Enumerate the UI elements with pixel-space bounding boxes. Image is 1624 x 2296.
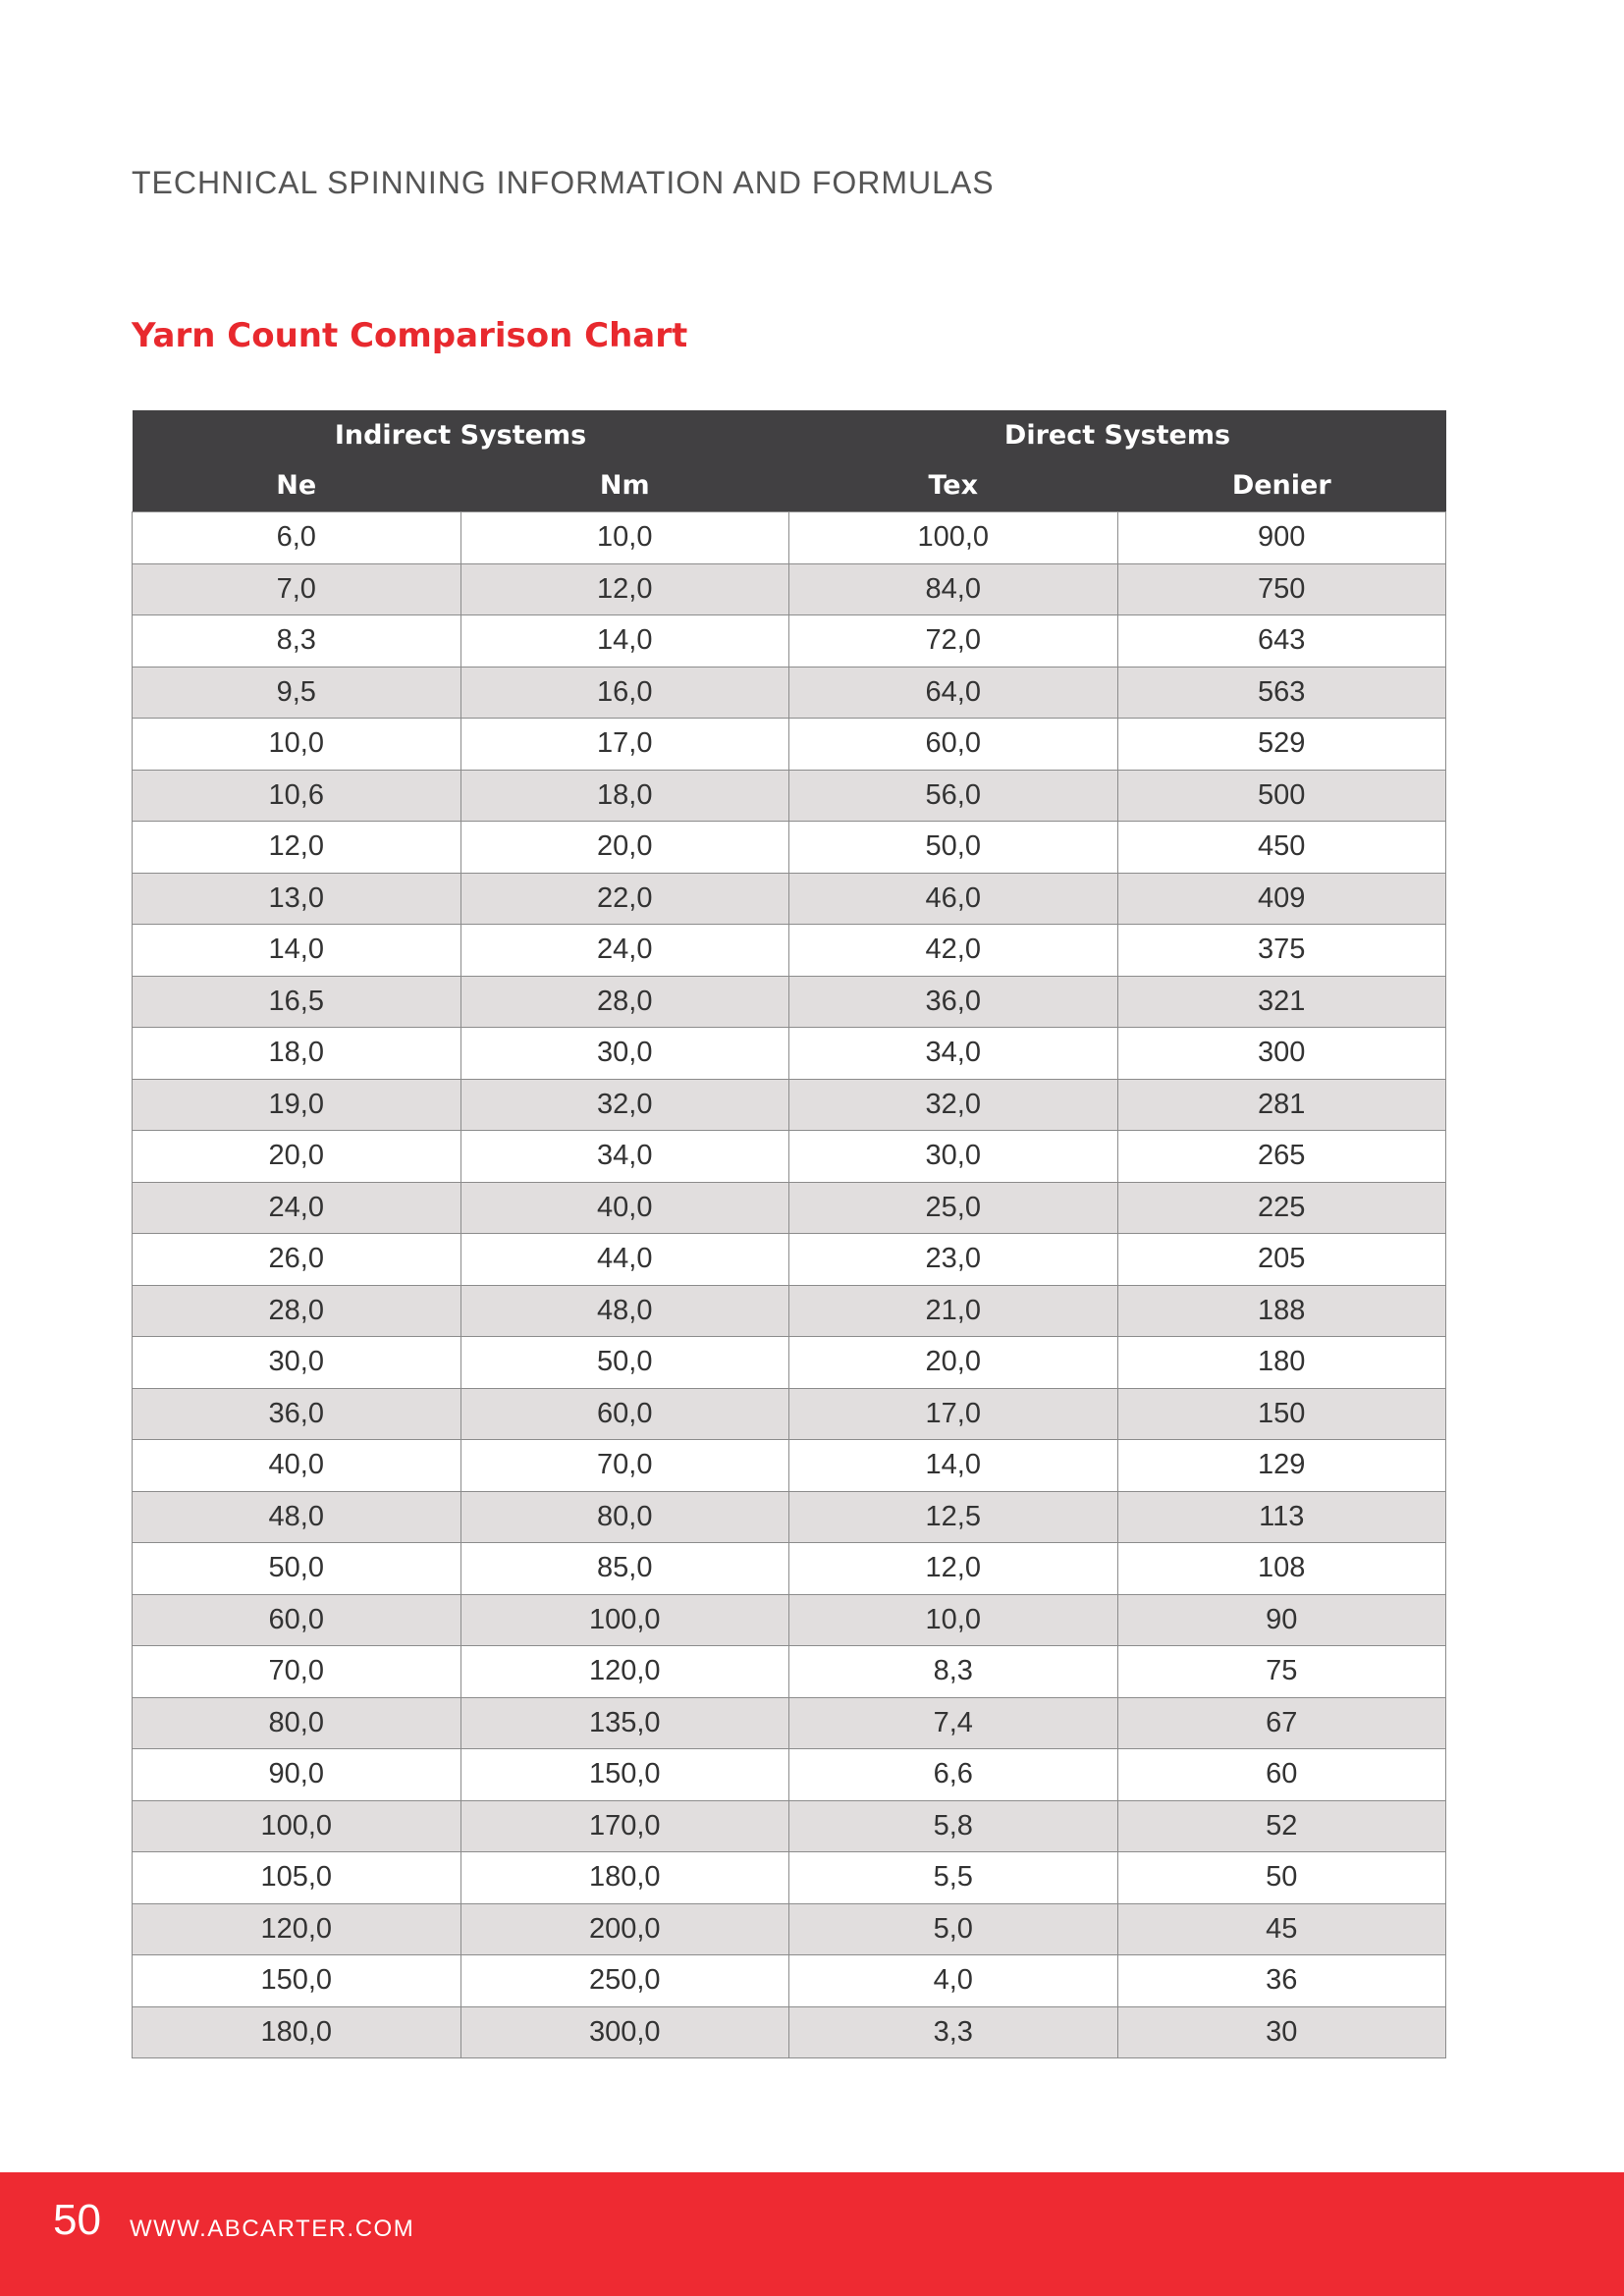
table-row xyxy=(133,1594,1446,1646)
table-cell-nm: 32,0 xyxy=(460,1079,789,1131)
table-cell-denier: 129 xyxy=(1117,1440,1446,1492)
table-cell-denier: 113 xyxy=(1117,1491,1446,1543)
table-row xyxy=(133,719,1446,771)
table-cell-nm: 28,0 xyxy=(460,976,789,1028)
table-row xyxy=(133,1234,1446,1286)
table-cell-denier: 67 xyxy=(1117,1697,1446,1749)
table-cell-denier: 900 xyxy=(1117,512,1446,564)
table-row xyxy=(133,1800,1446,1852)
table-cell-nm: 200,0 xyxy=(460,1903,789,1955)
table-cell-nm: 20,0 xyxy=(460,822,789,874)
table-column-header-row xyxy=(133,459,1446,512)
table-cell-ne: 180,0 xyxy=(133,2006,461,2058)
table-cell-denier: 321 xyxy=(1117,976,1446,1028)
table-cell-denier: 36 xyxy=(1117,1955,1446,2007)
table-cell-ne: 150,0 xyxy=(133,1955,461,2007)
table-cell-denier: 30 xyxy=(1117,2006,1446,2058)
table-cell-nm: 10,0 xyxy=(460,512,789,564)
table-cell-tex: 72,0 xyxy=(789,615,1118,667)
table-cell-nm: 60,0 xyxy=(460,1388,789,1440)
table-row xyxy=(133,1028,1446,1080)
table-cell-tex: 46,0 xyxy=(789,873,1118,925)
table-row xyxy=(133,2006,1446,2058)
table-cell-tex: 5,5 xyxy=(789,1852,1118,1904)
table-cell-tex: 12,5 xyxy=(789,1491,1118,1543)
table-cell-denier: 108 xyxy=(1117,1543,1446,1595)
table-cell-tex: 50,0 xyxy=(789,822,1118,874)
table-cell-denier: 265 xyxy=(1117,1131,1446,1183)
table-cell-ne: 10,6 xyxy=(133,770,461,822)
page-number: 50 xyxy=(53,2196,101,2244)
table-cell-nm: 85,0 xyxy=(460,1543,789,1595)
table-cell-denier: 188 xyxy=(1117,1285,1446,1337)
table-cell-tex: 8,3 xyxy=(789,1646,1118,1698)
table-cell-nm: 170,0 xyxy=(460,1800,789,1852)
table-row xyxy=(133,1543,1446,1595)
table-cell-denier: 225 xyxy=(1117,1182,1446,1234)
table-cell-ne: 105,0 xyxy=(133,1852,461,1904)
table-cell-denier: 450 xyxy=(1117,822,1446,874)
yarn-count-table-container xyxy=(132,410,1445,2058)
table-cell-nm: 18,0 xyxy=(460,770,789,822)
table-cell-ne: 60,0 xyxy=(133,1594,461,1646)
table-cell-denier: 150 xyxy=(1117,1388,1446,1440)
table-cell-ne: 18,0 xyxy=(133,1028,461,1080)
table-cell-ne: 48,0 xyxy=(133,1491,461,1543)
table-cell-tex: 100,0 xyxy=(789,512,1118,564)
table-cell-denier: 500 xyxy=(1117,770,1446,822)
table-cell-nm: 40,0 xyxy=(460,1182,789,1234)
table-cell-ne: 50,0 xyxy=(133,1543,461,1595)
table-row xyxy=(133,615,1446,667)
table-cell-nm: 250,0 xyxy=(460,1955,789,2007)
table-header xyxy=(133,410,1446,512)
table-cell-tex: 25,0 xyxy=(789,1182,1118,1234)
table-cell-ne: 70,0 xyxy=(133,1646,461,1698)
table-cell-nm: 16,0 xyxy=(460,667,789,719)
table-cell-tex: 17,0 xyxy=(789,1388,1118,1440)
table-cell-tex: 10,0 xyxy=(789,1594,1118,1646)
table-row xyxy=(133,1749,1446,1801)
section-header: TECHNICAL SPINNING INFORMATION AND FORMULAS xyxy=(132,165,995,200)
table-row xyxy=(133,1491,1446,1543)
table-cell-denier: 643 xyxy=(1117,615,1446,667)
table-row xyxy=(133,512,1446,564)
table-cell-ne: 120,0 xyxy=(133,1903,461,1955)
table-cell-ne: 10,0 xyxy=(133,719,461,771)
table-cell-denier: 45 xyxy=(1117,1903,1446,1955)
table-row xyxy=(133,1182,1446,1234)
group-header-indirect: Indirect Systems xyxy=(133,410,789,459)
table-cell-ne: 14,0 xyxy=(133,925,461,977)
table-cell-nm: 120,0 xyxy=(460,1646,789,1698)
table-cell-denier: 180 xyxy=(1117,1337,1446,1389)
table-cell-tex: 23,0 xyxy=(789,1234,1118,1286)
table-cell-tex: 60,0 xyxy=(789,719,1118,771)
table-cell-nm: 135,0 xyxy=(460,1697,789,1749)
table-cell-denier: 409 xyxy=(1117,873,1446,925)
table-cell-tex: 5,8 xyxy=(789,1800,1118,1852)
table-cell-nm: 24,0 xyxy=(460,925,789,977)
table-cell-ne: 9,5 xyxy=(133,667,461,719)
table-cell-tex: 36,0 xyxy=(789,976,1118,1028)
table-cell-ne: 40,0 xyxy=(133,1440,461,1492)
table-cell-tex: 20,0 xyxy=(789,1337,1118,1389)
table-cell-ne: 7,0 xyxy=(133,563,461,615)
table-row xyxy=(133,1388,1446,1440)
column-header-nm: Nm xyxy=(460,459,789,512)
table-row xyxy=(133,1955,1446,2007)
table-row xyxy=(133,1131,1446,1183)
table-cell-denier: 300 xyxy=(1117,1028,1446,1080)
table-cell-ne: 16,5 xyxy=(133,976,461,1028)
footer-bar xyxy=(0,2172,1624,2296)
table-cell-nm: 50,0 xyxy=(460,1337,789,1389)
table-cell-nm: 180,0 xyxy=(460,1852,789,1904)
table-cell-ne: 8,3 xyxy=(133,615,461,667)
table-cell-tex: 4,0 xyxy=(789,1955,1118,2007)
table-cell-ne: 24,0 xyxy=(133,1182,461,1234)
table-cell-ne: 100,0 xyxy=(133,1800,461,1852)
column-header-denier: Denier xyxy=(1117,459,1446,512)
table-cell-ne: 19,0 xyxy=(133,1079,461,1131)
table-cell-ne: 12,0 xyxy=(133,822,461,874)
table-cell-nm: 30,0 xyxy=(460,1028,789,1080)
column-header-tex: Tex xyxy=(789,459,1118,512)
table-row xyxy=(133,667,1446,719)
table-cell-denier: 50 xyxy=(1117,1852,1446,1904)
table-cell-tex: 6,6 xyxy=(789,1749,1118,1801)
table-cell-ne: 6,0 xyxy=(133,512,461,564)
table-cell-tex: 21,0 xyxy=(789,1285,1118,1337)
table-cell-denier: 75 xyxy=(1117,1646,1446,1698)
table-cell-nm: 34,0 xyxy=(460,1131,789,1183)
table-cell-tex: 64,0 xyxy=(789,667,1118,719)
table-cell-tex: 34,0 xyxy=(789,1028,1118,1080)
table-cell-denier: 52 xyxy=(1117,1800,1446,1852)
table-cell-ne: 20,0 xyxy=(133,1131,461,1183)
table-row xyxy=(133,1903,1446,1955)
table-cell-denier: 205 xyxy=(1117,1234,1446,1286)
table-cell-denier: 375 xyxy=(1117,925,1446,977)
table-cell-nm: 100,0 xyxy=(460,1594,789,1646)
table-row xyxy=(133,925,1446,977)
table-row xyxy=(133,770,1446,822)
table-cell-denier: 60 xyxy=(1117,1749,1446,1801)
table-cell-nm: 22,0 xyxy=(460,873,789,925)
table-cell-tex: 42,0 xyxy=(789,925,1118,977)
table-cell-denier: 563 xyxy=(1117,667,1446,719)
table-cell-ne: 13,0 xyxy=(133,873,461,925)
table-row xyxy=(133,1079,1446,1131)
table-cell-nm: 80,0 xyxy=(460,1491,789,1543)
table-cell-tex: 5,0 xyxy=(789,1903,1118,1955)
table-cell-ne: 30,0 xyxy=(133,1337,461,1389)
table-cell-tex: 7,4 xyxy=(789,1697,1118,1749)
table-cell-tex: 14,0 xyxy=(789,1440,1118,1492)
website-link[interactable]: WWW.ABCARTER.COM xyxy=(130,2216,415,2242)
table-row xyxy=(133,563,1446,615)
table-cell-tex: 84,0 xyxy=(789,563,1118,615)
table-cell-denier: 529 xyxy=(1117,719,1446,771)
table-row xyxy=(133,1852,1446,1904)
table-cell-nm: 17,0 xyxy=(460,719,789,771)
table-row xyxy=(133,1337,1446,1389)
table-cell-tex: 30,0 xyxy=(789,1131,1118,1183)
group-header-direct: Direct Systems xyxy=(789,410,1446,459)
table-group-header-row xyxy=(133,410,1446,459)
column-header-ne: Ne xyxy=(133,459,461,512)
table-cell-nm: 300,0 xyxy=(460,2006,789,2058)
table-row xyxy=(133,873,1446,925)
table-row xyxy=(133,1440,1446,1492)
table-cell-nm: 48,0 xyxy=(460,1285,789,1337)
table-cell-tex: 3,3 xyxy=(789,2006,1118,2058)
chart-title: Yarn Count Comparison Chart xyxy=(132,316,688,355)
table-cell-ne: 80,0 xyxy=(133,1697,461,1749)
table-row xyxy=(133,976,1446,1028)
table-row xyxy=(133,1646,1446,1698)
table-cell-ne: 36,0 xyxy=(133,1388,461,1440)
table-cell-denier: 281 xyxy=(1117,1079,1446,1131)
table-cell-nm: 150,0 xyxy=(460,1749,789,1801)
table-cell-nm: 70,0 xyxy=(460,1440,789,1492)
table-cell-tex: 56,0 xyxy=(789,770,1118,822)
table-cell-nm: 14,0 xyxy=(460,615,789,667)
table-row xyxy=(133,822,1446,874)
table-cell-denier: 750 xyxy=(1117,563,1446,615)
table-cell-ne: 28,0 xyxy=(133,1285,461,1337)
table-cell-denier: 90 xyxy=(1117,1594,1446,1646)
yarn-count-table xyxy=(132,410,1446,2058)
table-cell-tex: 12,0 xyxy=(789,1543,1118,1595)
table-cell-ne: 90,0 xyxy=(133,1749,461,1801)
table-cell-tex: 32,0 xyxy=(789,1079,1118,1131)
table-row xyxy=(133,1285,1446,1337)
table-cell-ne: 26,0 xyxy=(133,1234,461,1286)
table-cell-nm: 12,0 xyxy=(460,563,789,615)
table-row xyxy=(133,1697,1446,1749)
table-body xyxy=(133,512,1446,2058)
table-cell-nm: 44,0 xyxy=(460,1234,789,1286)
